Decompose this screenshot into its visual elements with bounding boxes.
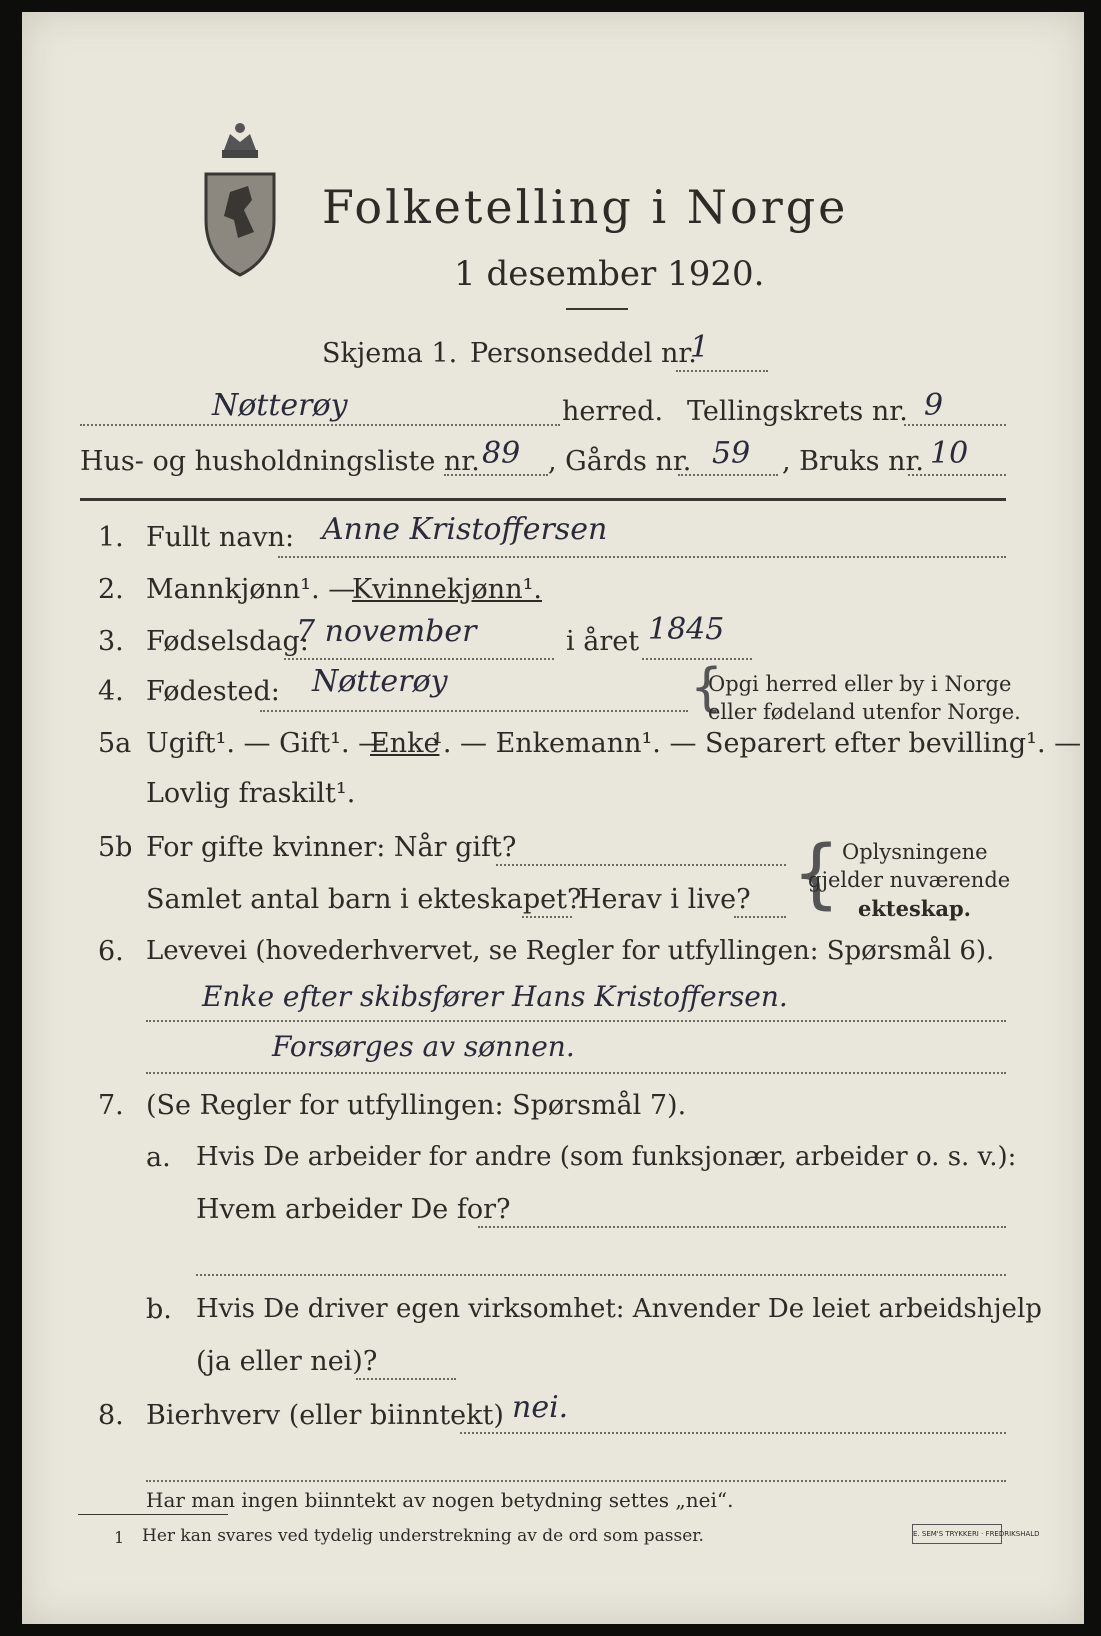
q3-dotted-line [284,658,554,660]
q6-dotted-line1 [146,1020,1006,1022]
q4-note-line2: eller fødeland utenfor Norge. [708,700,1021,724]
q7-label: (Se Regler for utfyllingen: Spørsmål 7). [146,1090,687,1121]
q4-number: 4. [98,676,124,707]
q5b-children-dotted-line [522,916,572,918]
q6-label: Levevei (hovederhvervet, se Regler for utfyllingen: Spørsmål 6). [146,936,995,966]
q8-label: Bierhverv (eller biinntekt) [146,1400,504,1431]
q5b-children-label: Samlet antal barn i ekteskapet? [146,884,582,915]
q5b-note-line1: Oplysningene [842,840,988,864]
bruks-value[interactable]: 10 [930,436,969,471]
husliste-dotted-line [444,474,548,476]
q3-label: Fødselsdag: [146,626,309,657]
title-divider [566,308,628,310]
census-date: 1 desember 1920. [454,254,765,294]
husliste-label: Hus- og husholdningsliste nr. [80,446,480,477]
q5b-married-when-label: For gifte kvinner: Når gift? [146,832,517,863]
q1-dotted-line [278,556,1006,558]
q7b-dotted-line [356,1378,456,1380]
q5b-married-when-dotted-line [496,864,786,866]
q3-year-label: i året [566,626,640,657]
norway-coat-of-arms-icon [200,120,280,280]
q5a-options-rest[interactable]: ¹. — Enkemann¹. — Separert efter bevilling¹. — [432,728,1082,759]
q7a-label-line1: Hvis De arbeider for andre (som funksjonær, arbeider o. s. v.): [196,1142,1017,1172]
q1-full-name-value[interactable]: Anne Kristoffersen [322,512,608,547]
form-title: Folketelling i Norge [322,180,849,234]
q4-dotted-line [260,710,688,712]
gards-dotted-line [678,474,778,476]
q4-note-line1: Opgi herred eller by i Norge [708,672,1012,696]
census-form-sheet [22,12,1084,1624]
q4-brace: { [690,658,724,718]
footnote-marker: 1 [114,1528,125,1547]
tellingskrets-value[interactable]: 9 [924,388,944,423]
bruks-label: , Bruks nr. [782,446,925,477]
header-divider [80,498,1006,501]
personseddel-value[interactable]: 1 [690,330,710,365]
q6-dotted-line2 [146,1072,1006,1074]
gards-value[interactable]: 59 [712,436,751,471]
q6-occupation-value-line2[interactable]: Forsørges av sønnen. [272,1030,575,1063]
q8-dotted-line1 [460,1432,1006,1434]
q7a-label-line2: Hvem arbeider De for? [196,1194,511,1225]
no-income-note: Har man ingen biinntekt av nogen betydning settes „nei“. [146,1488,734,1512]
q8-number: 8. [98,1400,124,1431]
personseddel-dotted-line [676,370,768,372]
q7b-label-line1: Hvis De driver egen virksomhet: Anvender De leiet arbeidshjelp [196,1294,1042,1324]
footnote-divider [78,1514,228,1515]
q4-birthplace-value[interactable]: Nøtterøy [312,664,448,699]
personseddel-label: Personseddel nr. [470,338,697,369]
q5b-number: 5b [98,832,133,863]
q1-label: Fullt navn: [146,522,295,553]
q5b-note-line3: ekteskap. [858,896,971,921]
q7-number: 7. [98,1090,124,1121]
tellingskrets-dotted-line [904,424,1006,426]
tellingskrets-label: Tellingskrets nr. [687,396,908,427]
q7b-letter: b. [146,1294,172,1325]
bruks-dotted-line [908,474,1006,476]
q5b-brace: { [792,828,841,917]
q2-number: 2. [98,574,124,605]
footnote-text: Her kan svares ved tydelig understrekning av de ord som passer. [142,1526,704,1546]
q5a-number: 5a [98,728,132,759]
printer-stamp: E. SEM'S TRYKKERI · FREDRIKSHALD [912,1524,1002,1544]
q6-number: 6. [98,936,124,967]
herred-label: herred. [562,396,664,427]
q3-year-value[interactable]: 1845 [648,612,725,647]
q3-number: 3. [98,626,124,657]
q5a-options-start[interactable]: Ugift¹. — Gift¹. — [146,728,386,759]
q4-label: Fødested: [146,676,280,707]
q3-birthday-value[interactable]: 7 november [296,614,477,649]
q8-dotted-line2 [146,1480,1006,1482]
q7a-letter: a. [146,1142,171,1173]
q5b-note-line2: gjelder nuværende [808,868,1011,892]
husliste-value[interactable]: 89 [482,436,521,471]
q5a-widow-option[interactable]: Enke [370,728,440,759]
q7a-dotted-line2 [196,1274,1006,1276]
gards-label: , Gårds nr. [548,446,692,477]
schema-label: Skjema 1. [322,338,458,369]
q7a-dotted-line1 [478,1226,1006,1228]
q5b-alive-label: Herav i live? [578,884,751,915]
q2-male-option[interactable]: Mannkjønn¹. — [146,574,356,605]
herred-value[interactable]: Nøtterøy [212,388,348,423]
q6-occupation-value-line1[interactable]: Enke efter skibsfører Hans Kristoffersen. [202,980,788,1013]
q7b-label-line2: (ja eller nei)? [196,1346,378,1377]
q5b-alive-dotted-line [734,916,786,918]
q1-number: 1. [98,522,124,553]
q5a-divorced-option[interactable]: Lovlig fraskilt¹. [146,778,356,809]
q8-side-income-value[interactable]: nei. [512,1390,569,1425]
herred-dotted-line [80,424,560,426]
q2-female-option[interactable]: Kvinnekjønn¹. [352,574,542,605]
